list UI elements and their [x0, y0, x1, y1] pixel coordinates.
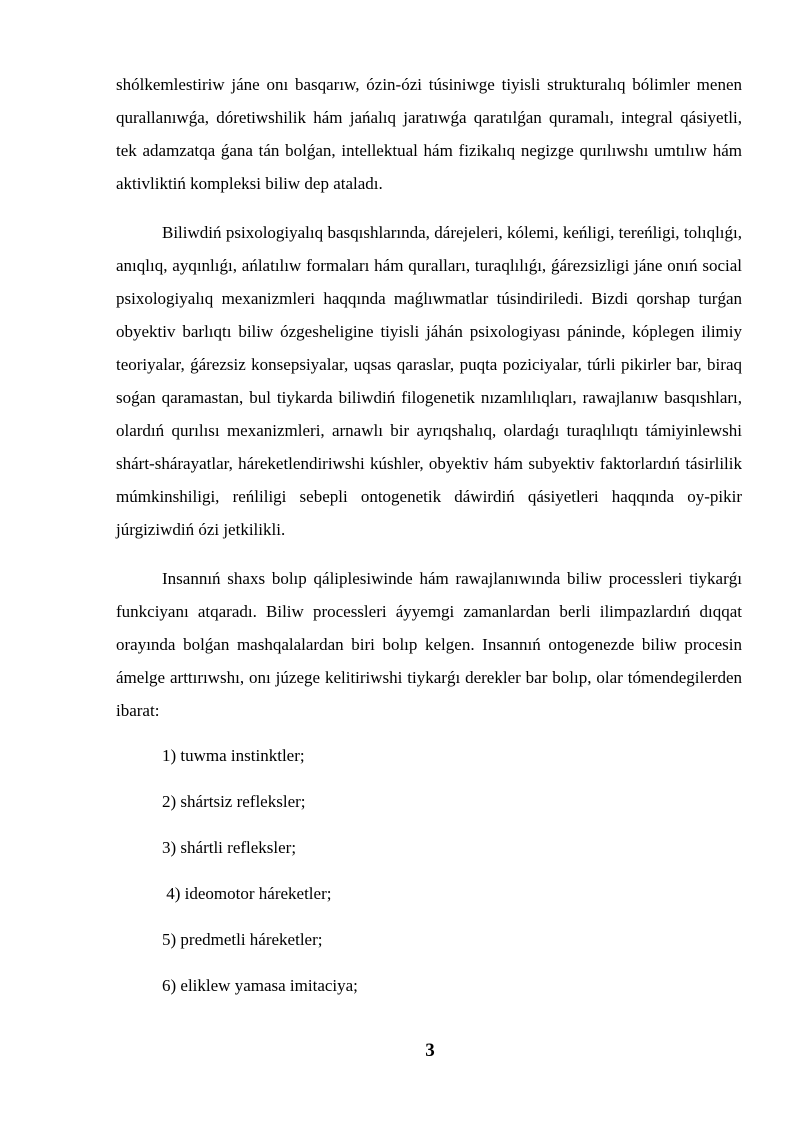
list-item: 2) shártsiz refleksler; — [162, 792, 306, 811]
list-item: 1) tuwma instinktler; — [162, 746, 305, 765]
list-item: 5) predmetli háreketler; — [162, 930, 323, 949]
document-page — [116, 68, 742, 1015]
list-item: 6) eliklew yamasa imitaciya; — [162, 976, 358, 995]
paragraph-continued: shólkemlestiriw jáne onı basqarıw, ózin-ózi túsiniwge tiyisli strukturalıq bólimler menen qurallanıwǵa, dóretiwshilik hám jańalıq jaratıwǵa qaratılǵan quramalı, integral qásiyetli, tek adamzatqa ǵana tán bolǵan, intellektual hám fizikalıq negizge qurılıwshı umtılıw hám aktivliktiń kompleksi biliw dep ataladı. — [116, 75, 742, 193]
paragraph-cognitive-processes: Insannıń shaxs bolıp qáliplesiwinde hám rawajlanıwında biliw processleri tiykarǵı funkciyanı atqaradı. Biliw processleri áyyemgi zamanlardan berli ilimpazlardıń dıqqat orayında bolǵan mashqalalardan biri bolıp kelgen. Insannıń ontogenezde biliw procesin ámelge arttırıwshı, onı júzege kelitiriwshi tiykarǵı derekler bar bolıp, olar tómendegilerden ibarat: — [116, 569, 742, 720]
list-item: 3) shártli refleksler; — [162, 838, 297, 857]
list-item: 4) ideomotor háreketler; — [162, 884, 332, 903]
sources-list — [116, 739, 742, 1015]
paragraph-cognition-stages: Biliwdiń psixologiyalıq basqıshlarında, dárejeleri, kólemi, keńligi, tereńligi, tolıqlıǵı, anıqlıq, ayqınlıǵı, ańlatılıw formaları hám quralları, turaqlılıǵı, ǵárezsizligi jáne onıń social psixologiyalıq mexanizmleri haqqında maǵlıwmatlar túsindiriledi. Bizdi qorshap turǵan obyektiv barlıqtı biliw ózgesheligine tiyisli jáhán psixologiyası páninde, kóplegen ilimiy teoriyalar, ǵárezsiz konsepsiyalar, uqsas qaraslar, puqta poziciyalar, túrli pikirler bar, biraq soǵan qaramastan, bul tiykarda biliwdiń filogenetik nızamlılıqları, rawajlanıw basqıshları, olardıń qurılısı mexanizmleri, arnawlı bir ayrıqshalıq, olardaǵı turaqlılıqtı támiyinlewshi shárt-shárayatlar, háreketlendiriwshi kúshler, obyektiv hám subyektiv faktorlardıń tásirlilik múmkinshiligi, reńliligi sebepli ontogenetik dáwirdiń qásiyetleri haqqında oy-pikir júrgiziwdiń ózi jetkilikli. — [116, 223, 742, 539]
page-number: 3 — [425, 1040, 435, 1061]
